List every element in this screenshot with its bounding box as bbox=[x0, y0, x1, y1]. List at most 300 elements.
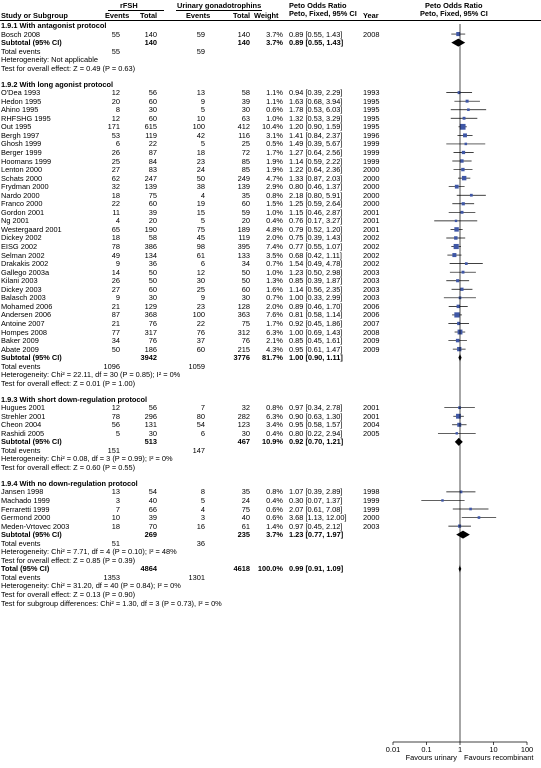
year-cell: 2000 bbox=[363, 199, 380, 209]
total1-cell: 58 bbox=[148, 233, 157, 243]
events1-cell: 56 bbox=[111, 420, 120, 430]
effect-square bbox=[456, 279, 459, 282]
total2-cell: 235 bbox=[237, 530, 250, 540]
weight-cell: 1.7% bbox=[266, 318, 283, 328]
events1-cell: 10 bbox=[111, 513, 120, 523]
events1-cell: 18 bbox=[111, 233, 120, 243]
year-cell: 2002 bbox=[363, 250, 380, 260]
ci-cell: 0.92 [0.45, 1.86] bbox=[289, 318, 343, 328]
events2-cell: 15 bbox=[196, 207, 205, 217]
events2-cell: 50 bbox=[196, 173, 205, 183]
ci-cell: 3.68 [1.13, 12.00] bbox=[289, 513, 347, 523]
weight-cell: 0.6% bbox=[266, 513, 283, 523]
year-cell: 2009 bbox=[363, 336, 380, 346]
events1-cell: 11 bbox=[112, 207, 120, 217]
total1-cell: 190 bbox=[144, 224, 157, 234]
events2-cell: 6 bbox=[200, 428, 205, 438]
effect-square bbox=[462, 176, 466, 180]
events1-cell: 55 bbox=[111, 46, 120, 56]
study-name: Balasch 2003 bbox=[1, 293, 46, 303]
year-cell: 1995 bbox=[363, 105, 380, 115]
year-cell: 2003 bbox=[363, 267, 380, 277]
weight-cell: 2.0% bbox=[266, 233, 283, 243]
study-name: Mohamed 2006 bbox=[1, 301, 53, 311]
ci-cell: 1.32 [0.53, 3.29] bbox=[289, 113, 343, 123]
effect-square bbox=[461, 168, 464, 171]
pooled-diamond bbox=[451, 39, 465, 47]
events2-cell: 1059 bbox=[188, 361, 205, 371]
events1-cell: 1096 bbox=[103, 361, 120, 371]
weight-cell: 10.9% bbox=[262, 437, 283, 447]
col-year: Year bbox=[363, 11, 379, 20]
events2-cell: 22 bbox=[196, 318, 205, 328]
ci-cell: 0.68 [0.42, 1.11] bbox=[289, 250, 342, 260]
total2-cell: 140 bbox=[237, 29, 250, 39]
total2-cell: 72 bbox=[241, 147, 250, 157]
total2-cell: 312 bbox=[237, 327, 250, 337]
total2-cell: 24 bbox=[241, 495, 250, 505]
effect-square bbox=[457, 423, 461, 427]
weight-cell: 1.1% bbox=[266, 88, 283, 98]
ci-cell: 0.89 [0.55, 1.43] bbox=[289, 29, 343, 39]
pooled-diamond bbox=[455, 438, 463, 446]
total1-cell: 60 bbox=[148, 284, 157, 294]
study-name: Bosch 2008 bbox=[1, 29, 41, 39]
total1-cell: 129 bbox=[144, 301, 157, 311]
events1-cell: 55 bbox=[111, 29, 120, 39]
effect-square bbox=[454, 312, 459, 317]
weight-cell: 1.0% bbox=[266, 113, 283, 123]
weight-cell: 0.4% bbox=[266, 428, 283, 438]
events2-cell: 61 bbox=[196, 250, 205, 260]
weight-cell: 4.3% bbox=[266, 344, 283, 354]
total2-cell: 363 bbox=[237, 310, 250, 320]
events1-cell: 51 bbox=[111, 538, 120, 548]
ci-cell: 0.81 [0.58, 1.14] bbox=[289, 310, 343, 320]
ci-cell: 0.97 [0.34, 2.78] bbox=[289, 403, 343, 413]
year-cell: 2008 bbox=[363, 327, 380, 337]
events2-cell: 24 bbox=[196, 165, 205, 175]
total1-cell: 30 bbox=[148, 293, 157, 303]
weight-cell: 1.4% bbox=[266, 521, 283, 531]
weight-cell: 6.3% bbox=[266, 411, 283, 421]
effect-square bbox=[470, 194, 473, 197]
total2-cell: 35 bbox=[241, 190, 250, 200]
year-cell: 2000 bbox=[363, 165, 380, 175]
events2-cell: 23 bbox=[196, 156, 205, 166]
total1-cell: 36 bbox=[148, 259, 157, 269]
year-cell: 1999 bbox=[363, 156, 380, 166]
weight-cell: 81.7% bbox=[262, 353, 283, 363]
total1-cell: 22 bbox=[148, 139, 157, 149]
total2-cell: 75 bbox=[241, 504, 250, 514]
total1-cell: 20 bbox=[148, 216, 157, 226]
events2-cell: 5 bbox=[200, 139, 205, 149]
total2-cell: 282 bbox=[237, 411, 250, 421]
ci-cell: 0.94 [0.39, 2.29] bbox=[289, 88, 343, 98]
total1-cell: 119 bbox=[145, 130, 157, 140]
year-cell: 2006 bbox=[363, 310, 380, 320]
events2-cell: 1301 bbox=[188, 572, 205, 582]
year-cell: 2000 bbox=[363, 190, 380, 200]
ci-cell: 0.85 [0.45, 1.61] bbox=[289, 336, 343, 346]
ci-cell: 0.97 [0.45, 2.12] bbox=[289, 521, 343, 531]
events1-cell: 49 bbox=[111, 250, 120, 260]
weight-cell: 2.1% bbox=[266, 336, 283, 346]
weight-cell: 7.6% bbox=[266, 310, 283, 320]
or-title-right: Peto Odds Ratio bbox=[425, 1, 483, 10]
events2-cell: 9 bbox=[200, 96, 205, 106]
events2-cell: 100 bbox=[192, 310, 205, 320]
total1-cell: 83 bbox=[148, 165, 157, 175]
study-name: Gordon 2001 bbox=[1, 207, 45, 217]
total2-cell: 50 bbox=[241, 267, 250, 277]
events1-cell: 5 bbox=[115, 428, 120, 438]
study-name: Kilani 2003 bbox=[1, 276, 38, 286]
ci-cell: 1.78 [0.53, 6.03] bbox=[289, 105, 343, 115]
events1-cell: 77 bbox=[111, 327, 120, 337]
weight-cell: 3.1% bbox=[266, 130, 283, 140]
ci-cell: 0.85 [0.39, 1.87] bbox=[289, 276, 343, 286]
subtotal-label: Subtotal (95% CI) bbox=[1, 38, 62, 48]
group1-title: rFSH bbox=[120, 1, 138, 10]
year-cell: 1993 bbox=[363, 88, 380, 98]
effect-square bbox=[458, 525, 461, 528]
effect-square bbox=[463, 133, 467, 137]
weight-cell: 1.9% bbox=[266, 165, 283, 175]
total2-cell: 50 bbox=[241, 276, 250, 286]
events2-cell: 7 bbox=[200, 403, 205, 413]
year-cell: 2001 bbox=[363, 224, 380, 234]
weight-cell: 0.6% bbox=[266, 105, 283, 115]
study-name: Frydman 2000 bbox=[1, 182, 49, 192]
total1-cell: 75 bbox=[148, 190, 157, 200]
total2-cell: 139 bbox=[237, 182, 250, 192]
effect-square bbox=[466, 100, 469, 103]
total1-cell: 70 bbox=[148, 521, 157, 531]
effect-square bbox=[441, 499, 443, 501]
events2-cell: 36 bbox=[196, 538, 205, 548]
year-cell: 1999 bbox=[363, 139, 380, 149]
events2-cell: 42 bbox=[196, 130, 205, 140]
col-total1: Total bbox=[140, 11, 158, 20]
overall-effect-text: Test for overall effect: Z = 0.13 (P = 0.90) bbox=[1, 590, 136, 599]
ci-cell: 1.00 [0.33, 2.99] bbox=[289, 293, 343, 303]
total1-cell: 368 bbox=[144, 310, 157, 320]
total1-cell: 66 bbox=[148, 504, 157, 514]
total2-cell: 123 bbox=[237, 420, 250, 430]
weight-cell: 1.6% bbox=[266, 284, 283, 294]
ci-cell: 1.54 [0.49, 4.78] bbox=[289, 259, 343, 269]
total1-cell: 84 bbox=[148, 156, 157, 166]
ci-cell: 2.18 [0.80, 5.91] bbox=[289, 190, 343, 200]
total2-cell: 39 bbox=[241, 96, 250, 106]
ci-cell: 1.00 [0.69, 1.43] bbox=[289, 327, 343, 337]
subtotal-label: Subtotal (95% CI) bbox=[1, 530, 62, 540]
study-name: Meden-Vrtovec 2003 bbox=[1, 521, 70, 531]
total2-cell: 61 bbox=[241, 521, 250, 531]
overall-effect-text: Test for overall effect: Z = 0.60 (P = 0.55) bbox=[1, 463, 136, 473]
col-weight: Weight bbox=[254, 11, 279, 20]
events1-cell: 21 bbox=[111, 301, 120, 311]
events2-cell: 12 bbox=[196, 267, 205, 277]
year-cell: 2001 bbox=[363, 216, 380, 226]
year-cell: 2009 bbox=[363, 344, 380, 354]
total2-cell: 4618 bbox=[233, 564, 250, 574]
total2-cell: 35 bbox=[241, 487, 250, 497]
events2-cell: 16 bbox=[196, 521, 205, 531]
total1-cell: 140 bbox=[144, 29, 157, 39]
total1-cell: 76 bbox=[148, 318, 157, 328]
effect-square bbox=[478, 516, 481, 519]
total1-cell: 4864 bbox=[140, 564, 157, 574]
events2-cell: 13 bbox=[196, 88, 205, 98]
events2-cell: 30 bbox=[196, 276, 205, 286]
study-name: Abate 2009 bbox=[1, 344, 39, 354]
effect-square bbox=[452, 253, 456, 257]
ci-cell: 1.33 [0.87, 2.03] bbox=[289, 173, 343, 183]
events1-cell: 9 bbox=[115, 259, 120, 269]
study-name: Dickey 2003 bbox=[1, 284, 42, 294]
total2-cell: 128 bbox=[237, 301, 250, 311]
weight-cell: 0.8% bbox=[266, 403, 283, 413]
study-name: Nardo 2000 bbox=[1, 190, 40, 200]
total1-cell: 134 bbox=[144, 250, 157, 260]
total2-cell: 60 bbox=[241, 199, 250, 209]
year-cell: 2001 bbox=[363, 403, 380, 413]
study-name: Selman 2002 bbox=[1, 250, 45, 260]
study-name: Berger 1999 bbox=[1, 147, 42, 157]
total2-cell: 133 bbox=[237, 250, 250, 260]
effect-square bbox=[465, 143, 468, 146]
study-name: Cheon 2004 bbox=[1, 420, 42, 430]
events2-cell: 60 bbox=[196, 344, 205, 354]
year-cell: 2001 bbox=[363, 207, 380, 217]
heterogeneity-text: Heterogeneity: Chi² = 0.08, df = 3 (P = 0.99); I² = 0% bbox=[1, 454, 173, 464]
weight-cell: 1.0% bbox=[266, 267, 283, 277]
subgroup-title: 1.9.2 With long agonist protocol bbox=[1, 79, 114, 89]
ci-cell: 0.75 [0.39, 1.43] bbox=[289, 233, 343, 243]
year-cell: 2000 bbox=[363, 173, 380, 183]
events2-cell: 98 bbox=[196, 242, 205, 252]
events2-cell: 5 bbox=[200, 216, 205, 226]
ci-cell: 1.15 [0.46, 2.87] bbox=[289, 207, 343, 217]
events1-cell: 87 bbox=[111, 310, 120, 320]
total2-cell: 75 bbox=[241, 318, 250, 328]
total1-cell: 50 bbox=[148, 276, 157, 286]
events1-cell: 27 bbox=[111, 284, 120, 294]
total1-cell: 615 bbox=[144, 122, 157, 132]
ci-cell: 0.99 [0.91, 1.09] bbox=[289, 564, 344, 574]
x-tick-label: 10 bbox=[489, 745, 498, 754]
events1-cell: 26 bbox=[111, 147, 120, 157]
weight-cell: 2.0% bbox=[266, 301, 283, 311]
year-cell: 1995 bbox=[363, 113, 380, 123]
events1-cell: 50 bbox=[111, 344, 120, 354]
total1-cell: 87 bbox=[148, 147, 157, 157]
weight-cell: 0.5% bbox=[266, 139, 283, 149]
ci-cell: 0.80 [0.46, 1.37] bbox=[289, 182, 343, 192]
effect-square bbox=[463, 117, 466, 120]
year-cell: 1995 bbox=[363, 96, 380, 106]
x-tick-label: 0.01 bbox=[385, 745, 401, 754]
total2-cell: 249 bbox=[237, 173, 250, 183]
year-cell: 2002 bbox=[363, 242, 380, 252]
weight-cell: 0.7% bbox=[266, 259, 283, 269]
ci-cell: 1.14 [0.56, 2.35] bbox=[289, 284, 343, 294]
effect-square bbox=[465, 262, 468, 265]
events1-cell: 78 bbox=[111, 411, 120, 421]
overall-effect-text: Test for overall effect: Z = 0.85 (P = 0.39) bbox=[1, 555, 136, 565]
col-events1: Events bbox=[105, 11, 130, 20]
ci-cell: 0.90 [0.63, 1.30] bbox=[289, 411, 343, 421]
total1-cell: 40 bbox=[148, 495, 157, 505]
total1-cell: 247 bbox=[144, 173, 157, 183]
total1-cell: 60 bbox=[148, 96, 157, 106]
weight-cell: 2.9% bbox=[266, 182, 283, 192]
study-name: Rashidi 2005 bbox=[1, 428, 45, 438]
effect-square bbox=[461, 211, 464, 214]
weight-cell: 3.5% bbox=[266, 250, 283, 260]
study-name: Drakakis 2002 bbox=[1, 259, 49, 269]
events1-cell: 32 bbox=[111, 182, 120, 192]
total1-cell: 131 bbox=[144, 420, 157, 430]
study-name: RHFSHG 1995 bbox=[1, 113, 51, 123]
effect-square bbox=[460, 288, 463, 291]
events1-cell: 27 bbox=[111, 165, 120, 175]
total2-cell: 58 bbox=[241, 88, 250, 98]
total2-cell: 34 bbox=[241, 259, 250, 269]
weight-cell: 0.4% bbox=[266, 495, 283, 505]
total1-cell: 60 bbox=[148, 113, 157, 123]
total2-cell: 119 bbox=[238, 233, 250, 243]
effect-square bbox=[456, 432, 458, 434]
ci-cell: 0.79 [0.52, 1.20] bbox=[289, 224, 343, 234]
study-name: Jansen 1998 bbox=[1, 487, 44, 497]
study-name: Lenton 2000 bbox=[1, 165, 43, 175]
favours-right-label: Favours recombinant bbox=[464, 753, 534, 762]
events2-cell: 4 bbox=[200, 504, 205, 514]
ci-cell: 1.25 [0.59, 2.64] bbox=[289, 199, 343, 209]
effect-square bbox=[460, 159, 463, 162]
year-cell: 2001 bbox=[363, 411, 380, 421]
events1-cell: 13 bbox=[111, 487, 120, 497]
total2-cell: 3776 bbox=[233, 353, 250, 363]
effect-square bbox=[455, 185, 459, 189]
year-cell: 1995 bbox=[363, 122, 380, 132]
total1-cell: 39 bbox=[148, 513, 157, 523]
total1-cell: 296 bbox=[144, 411, 157, 421]
study-name: Franco 2000 bbox=[1, 199, 43, 209]
events2-cell: 75 bbox=[196, 224, 205, 234]
year-cell: 2005 bbox=[363, 428, 380, 438]
total1-cell: 76 bbox=[148, 336, 157, 346]
events1-cell: 21 bbox=[111, 318, 120, 328]
year-cell: 2002 bbox=[363, 233, 380, 243]
year-cell: 2008 bbox=[363, 29, 380, 39]
weight-cell: 1.3% bbox=[266, 276, 283, 286]
subgroup-title: 1.9.1 With antagonist protocol bbox=[1, 21, 107, 30]
study-name: Hompes 2008 bbox=[1, 327, 48, 337]
ci-cell: 1.07 [0.39, 2.89] bbox=[289, 487, 343, 497]
events2-cell: 76 bbox=[196, 327, 205, 337]
total1-cell: 60 bbox=[148, 199, 157, 209]
subgroup-title: 1.9.3 With short down-regulation protocol bbox=[1, 394, 148, 404]
total-events-label: Total events bbox=[1, 46, 41, 56]
year-cell: 1999 bbox=[363, 495, 380, 505]
year-cell: 2003 bbox=[363, 521, 380, 531]
events2-cell: 6 bbox=[200, 259, 205, 269]
events1-cell: 20 bbox=[111, 96, 120, 106]
events2-cell: 19 bbox=[196, 199, 205, 209]
events1-cell: 34 bbox=[111, 336, 120, 346]
effect-square bbox=[454, 236, 457, 239]
study-name: Out 1995 bbox=[1, 122, 32, 132]
total1-cell: 56 bbox=[148, 403, 157, 413]
events2-cell: 100 bbox=[192, 122, 205, 132]
subgroup-title: 1.9.4 With no down-regulation protocol bbox=[1, 478, 138, 488]
events2-cell: 37 bbox=[196, 336, 205, 346]
study-name: Ferraretti 1999 bbox=[1, 504, 50, 514]
ci-cell: 0.80 [0.22, 2.94] bbox=[289, 428, 343, 438]
total1-cell: 39 bbox=[148, 207, 157, 217]
ci-cell: 1.22 [0.64, 2.36] bbox=[289, 165, 343, 175]
ci-cell: 0.89 [0.46, 1.70] bbox=[289, 301, 343, 311]
total1-cell: 30 bbox=[148, 428, 157, 438]
weight-cell: 0.6% bbox=[266, 504, 283, 514]
total2-cell: 395 bbox=[237, 242, 250, 252]
weight-cell: 6.3% bbox=[266, 327, 283, 337]
overall-effect-text: Test for overall effect: Z = 0.49 (P = 0.63) bbox=[1, 63, 136, 73]
total1-cell: 3942 bbox=[140, 353, 157, 363]
total2-cell: 412 bbox=[237, 122, 250, 132]
total2-cell: 215 bbox=[237, 344, 250, 354]
total1-cell: 513 bbox=[144, 437, 157, 447]
subtotal-label: Subtotal (95% CI) bbox=[1, 353, 62, 363]
pooled-diamond bbox=[456, 531, 470, 539]
total-events-label: Total events bbox=[1, 445, 41, 455]
weight-cell: 1.9% bbox=[266, 156, 283, 166]
total2-cell: 63 bbox=[241, 113, 250, 123]
study-name: Bergh 1997 bbox=[1, 130, 40, 140]
events2-cell: 18 bbox=[196, 147, 205, 157]
or-subtitle-right: Peto, Fixed, 95% CI bbox=[420, 9, 488, 18]
effect-square bbox=[455, 220, 457, 222]
study-name: Germond 2000 bbox=[1, 513, 51, 523]
weight-cell: 0.4% bbox=[266, 216, 283, 226]
effect-square bbox=[460, 124, 466, 130]
events2-cell: 38 bbox=[196, 182, 205, 192]
study-name: Antoine 2007 bbox=[1, 318, 45, 328]
year-cell: 2004 bbox=[363, 420, 380, 430]
events2-cell: 147 bbox=[192, 445, 205, 455]
effect-square bbox=[458, 406, 461, 409]
events2-cell: 59 bbox=[196, 29, 205, 39]
total2-cell: 30 bbox=[241, 293, 250, 303]
total2-cell: 30 bbox=[241, 428, 250, 438]
year-cell: 2003 bbox=[363, 284, 380, 294]
effect-square bbox=[467, 108, 470, 111]
effect-square bbox=[462, 202, 465, 205]
weight-cell: 4.7% bbox=[266, 173, 283, 183]
x-tick-label: 1 bbox=[457, 745, 463, 754]
events1-cell: 18 bbox=[111, 521, 120, 531]
weight-cell: 0.7% bbox=[266, 293, 283, 303]
weight-cell: 1.5% bbox=[266, 199, 283, 209]
weight-cell: 1.7% bbox=[266, 147, 283, 157]
effect-square bbox=[456, 339, 459, 342]
total1-cell: 269 bbox=[144, 530, 157, 540]
